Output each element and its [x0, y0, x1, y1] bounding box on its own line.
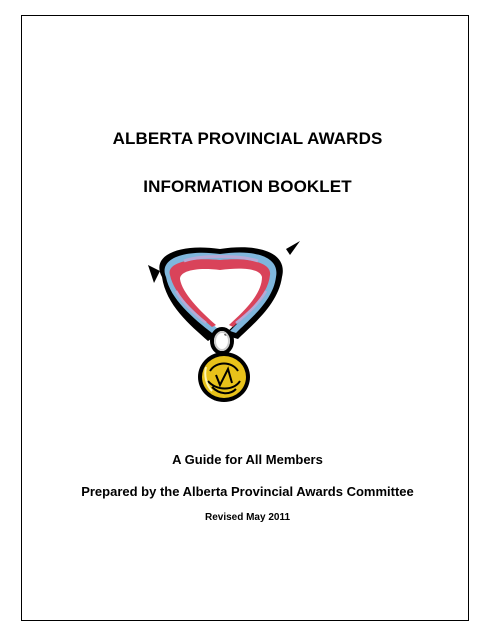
- guide-subtitle: A Guide for All Members: [172, 452, 323, 467]
- ribbon-tip-left: [148, 265, 160, 283]
- ribbon-tip-right: [286, 241, 300, 255]
- document-subtitle-title: INFORMATION BOOKLET: [143, 177, 352, 196]
- prepared-by: Prepared by the Alberta Provincial Awards Committee: [81, 484, 414, 499]
- medal-icon: [140, 235, 300, 405]
- revision-date: Revised May 2011: [204, 512, 291, 523]
- document-title: ALBERTA PROVINCIAL AWARDS: [112, 129, 383, 148]
